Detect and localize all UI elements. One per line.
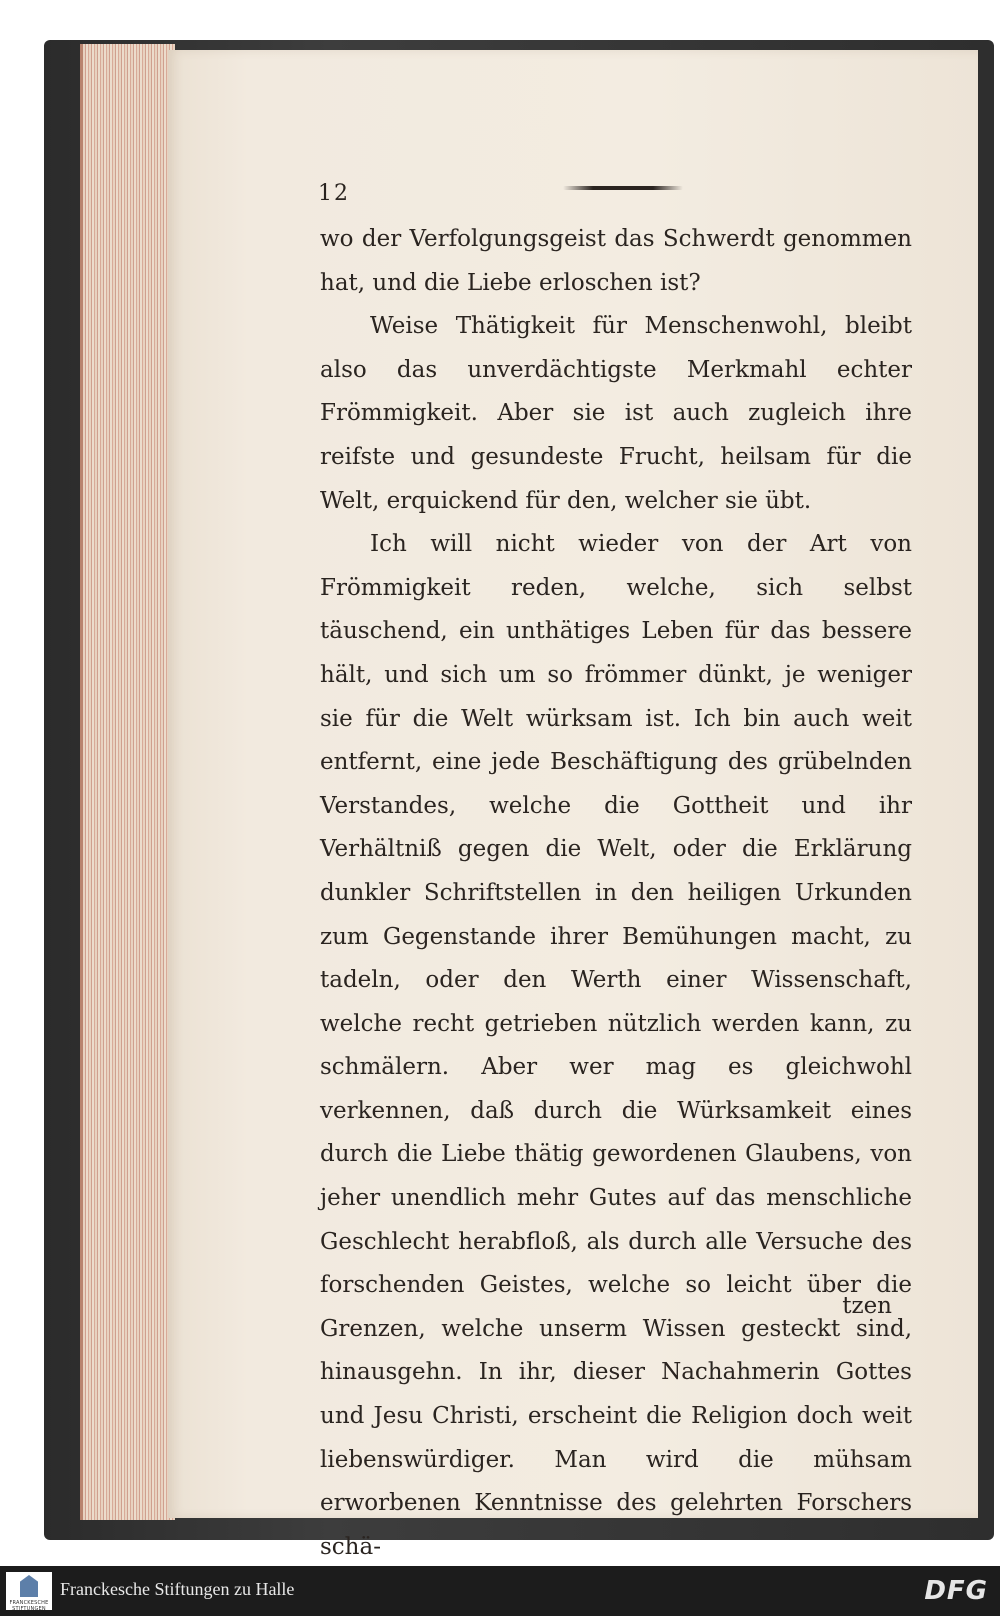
paragraph: Weise Thätigkeit für Menschenwohl, bleibt also das unverdächtigste Merkmahl echter Frömmigkeit. Aber sie ist auch zugleich ihre reifste und gesundeste Frucht, heilsam für die Welt, erquickend für den, welcher sie übt. [320,313,912,514]
institution-name[interactable]: Franckesche Stiftungen zu Halle [60,1579,295,1599]
paragraph: Ich will nicht wieder von der Art von Frömmigkeit reden, welche, sich selbst täuschend, ein unthätiges Leben für das bessere hält, und sich um so frömmer dünkt, je weniger sie für die Welt würksam ist. Ich bin auch weit entfernt, eine jede Beschäftigung des grübelnden Verstandes, welche die Gottheit und ihr Verhältniß gegen die Welt, oder die Erklärung dunkler Schriftstellen in den heiligen Urkunden zum Gegenstande ihrer Bemühungen macht, zu tadeln, oder den Werth einer Wissenschaft, welche recht getrieben nützlich werden kann, zu schmälern. Aber wer mag es gleichwohl verkennen, daß durch die Würksamkeit eines durch die Liebe thätig gewordenen Glaubens, von jeher unendlich mehr Gutes auf das menschliche Geschlecht herabfloß, als durch alle Versuche des forschenden Geistes, welche so leicht über die Grenzen, welche unserm Wissen gesteckt sind, hinausgehn. In ihr, dieser Nachahmerin Gottes und Jesu Christi, erscheint die Religion doch weit liebenswürdiger. Man wird die mühsam erworbenen Kenntnisse des gelehrten Forschers schä- [320,531,912,1560]
header-rule [563,186,683,190]
viewer-footer [0,1566,1000,1616]
institution-logo-icon [20,1575,38,1597]
page-edges [80,44,175,1520]
logo-caption: FRANCKESCHE STIFTUNGEN [9,1600,49,1612]
book-page [168,50,978,1560]
page-body [320,218,912,1566]
institution-logo[interactable] [6,1572,52,1610]
paragraph: wo der Verfolgungsgeist das Schwerdt genommen hat, und die Liebe erloschen ist? [320,226,912,296]
page-number: 12 [318,181,350,206]
catchword: tzen [842,1293,892,1319]
dfg-logo[interactable]: DFG [924,1576,988,1606]
